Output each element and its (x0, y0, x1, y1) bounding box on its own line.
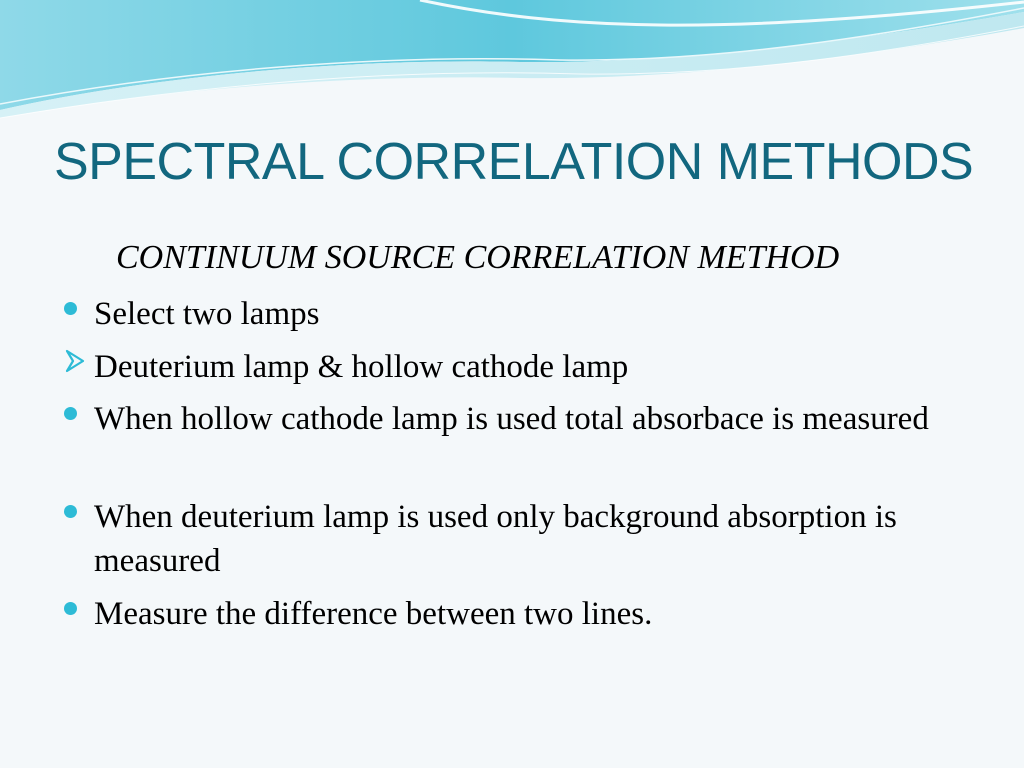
bullet-text: Select two lamps (94, 296, 320, 332)
dot-icon (64, 602, 77, 615)
bullet-text: Measure the difference between two lines. (94, 596, 653, 632)
bullet-text: When hollow cathode lamp is used total absorbace is measured (94, 401, 929, 437)
dot-icon (64, 505, 77, 518)
bullet-text: Deuterium lamp & hollow cathode lamp (94, 349, 629, 385)
arrow-icon (64, 349, 86, 373)
dot-icon (64, 302, 77, 315)
bullet-text: When deuterium lamp is used only background absorption is measured (94, 499, 897, 579)
slide-subtitle: CONTINUUM SOURCE CORRELATION METHOD (116, 239, 840, 276)
dot-icon (64, 407, 77, 420)
slide-title: SPECTRAL CORRELATION METHODS (54, 133, 974, 191)
